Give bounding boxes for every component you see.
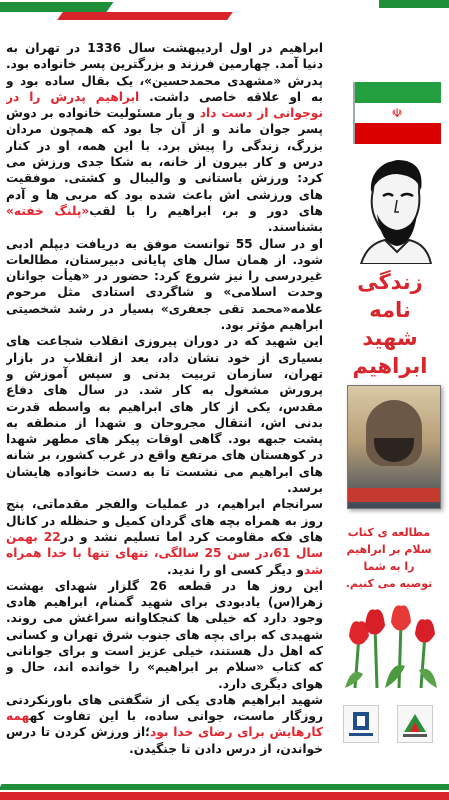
highlight-nickname: «پلنگ خفته» [6, 203, 90, 218]
title-line: ابراهیم [352, 354, 428, 378]
paragraph-memorial [6, 578, 323, 692]
martyr-portrait-icon [351, 152, 439, 264]
text-segment: و بار مسئولیت خانواده بر دوش پسر جوان ماند و از آن جا بود که همچون مردان بزرگ، زندگی را پیش برد. با این همه، او در کنار درس و کار بیرون از خانه، به شکا جدی ورزش می کرد: ورزش باستانی و والیبال و کشتی. موفقیت های ورزشی اش باعث شده بود که مربی ها و آدم های دور و بر، ابراهیم را با لقب [6, 106, 323, 218]
tulips-icon [341, 596, 445, 688]
text-segment: ابراهیم در اول اردیبهشت سال 1336 در تهران به دنیا آمد. چهارمین فرزند و بزرگترین پسر خانواده بود. پدرش «مشهدی محمدحسین»، یک بقال ساده بود و به او علاقه خاصی داشت. [6, 41, 323, 104]
organization-logo-icon [397, 705, 433, 743]
university-logo-icon [343, 705, 379, 743]
biography-text [6, 40, 323, 770]
bottom-flag-stripe [0, 770, 449, 800]
text-segment: ؛از ورزش کردن تا درس خواندن، از درس دادن تا جنگیدن. [6, 725, 323, 756]
highlight-martyrdom-date: 22 بهمن سال 61،در سن 25 سالگی، تنهای تنها با خدا همراه شد [6, 529, 323, 577]
sidebar [333, 40, 443, 770]
title-line: شهید [362, 326, 418, 350]
text-segment: بشناسند. [267, 220, 323, 235]
paragraph-revolution [6, 333, 323, 496]
text-segment: و دیگر کسی او را ندید. [167, 562, 304, 577]
paragraph-birth [6, 40, 323, 236]
text-segment: او در سال 55 توانست موفق به دریافت دیپلم ادبی شود. از همان سال های پایانی دبیرستان، مطالعات غیردرسی را نیز شروع کرد: حضور در «هیأت جوانان وحدت اسلامی» و شاگردی استادی مثل مرحوم علامه«محمد تقی جعفری» بسیار در رشد شخصیتی ابراهیم مؤثر بود. [6, 236, 323, 333]
title-line: زندگی نامه [357, 270, 423, 322]
book-recommendation [335, 524, 443, 592]
text-segment: سرانجام ابراهیم، در عملیات والفجر مقدماتی، پنج روز به همراه بچه های گردان کمیل و حنظله در کانال های فکه مقاومت کرد اما تسلیم نشد و در [6, 497, 323, 544]
sponsor-logos [343, 705, 443, 745]
highlight-lost-father: ابراهیم پدرش را در نوجوانی از دست داد [6, 89, 323, 121]
paragraph-conclusion [6, 692, 323, 757]
paragraph-martyrdom [6, 496, 323, 577]
text-segment: شهید ابراهیم هادی یکی از شگفتی های باورنکردنی روزگار ماست، جوانی ساده، با این تفاوت که [6, 692, 323, 724]
highlight-for-god: همه کارهایش برای رضای خدا بود [6, 709, 323, 740]
recommend-line: را به شما [363, 560, 415, 573]
iran-flag-icon: ☫ [353, 82, 441, 144]
paragraph-education [6, 236, 323, 334]
top-flag-stripe [0, 0, 449, 24]
book-cover-image [347, 385, 441, 509]
recommend-line: توصیه می کنیم. [345, 577, 433, 590]
text-segment: این شهید که در دوران پیروزی انقلاب شجاعت های بسیاری از خود نشان داد، بعد از انقلاب در بازار تهران، سازمان تربیت بدنی و سپس آموزش و پرورش مشغول به کار شد. در سال های دفاع مقدس، یکی از کار های ابراهیم به واسطه قدرت بدنی اش، انتقال مجروحان و شهدا از منطقه به پشت جبهه بود. گاهی اوقات پیکر های مطهر شهدا در کوهستان های مرتفع واقع در غرب کشور، بر شانه های ابراهیم می نشست تا به دست خانواده هایشان برسد. [6, 334, 323, 496]
recommend-line: سلام بر ابراهیم [346, 543, 432, 556]
recommend-line: مطالعه ی کتاب [347, 526, 431, 539]
text-segment: این روز ها در قطعه 26 گلزار شهدای بهشت زهرا(س) یادبودی برای شهید گمنام، ابراهیم هادی وجود دارد که خیلی ها کنجکاوانه سراغش می روند. شهیدی که برای بچه های جنوب شرق تهران و کسانی که اهل دل هستند، خیلی عزیز است و برای جوانانی که کتاب «سلام بر ابراهیم» را خوانده اند، حال و هوای دیگری دارد. [6, 578, 323, 691]
